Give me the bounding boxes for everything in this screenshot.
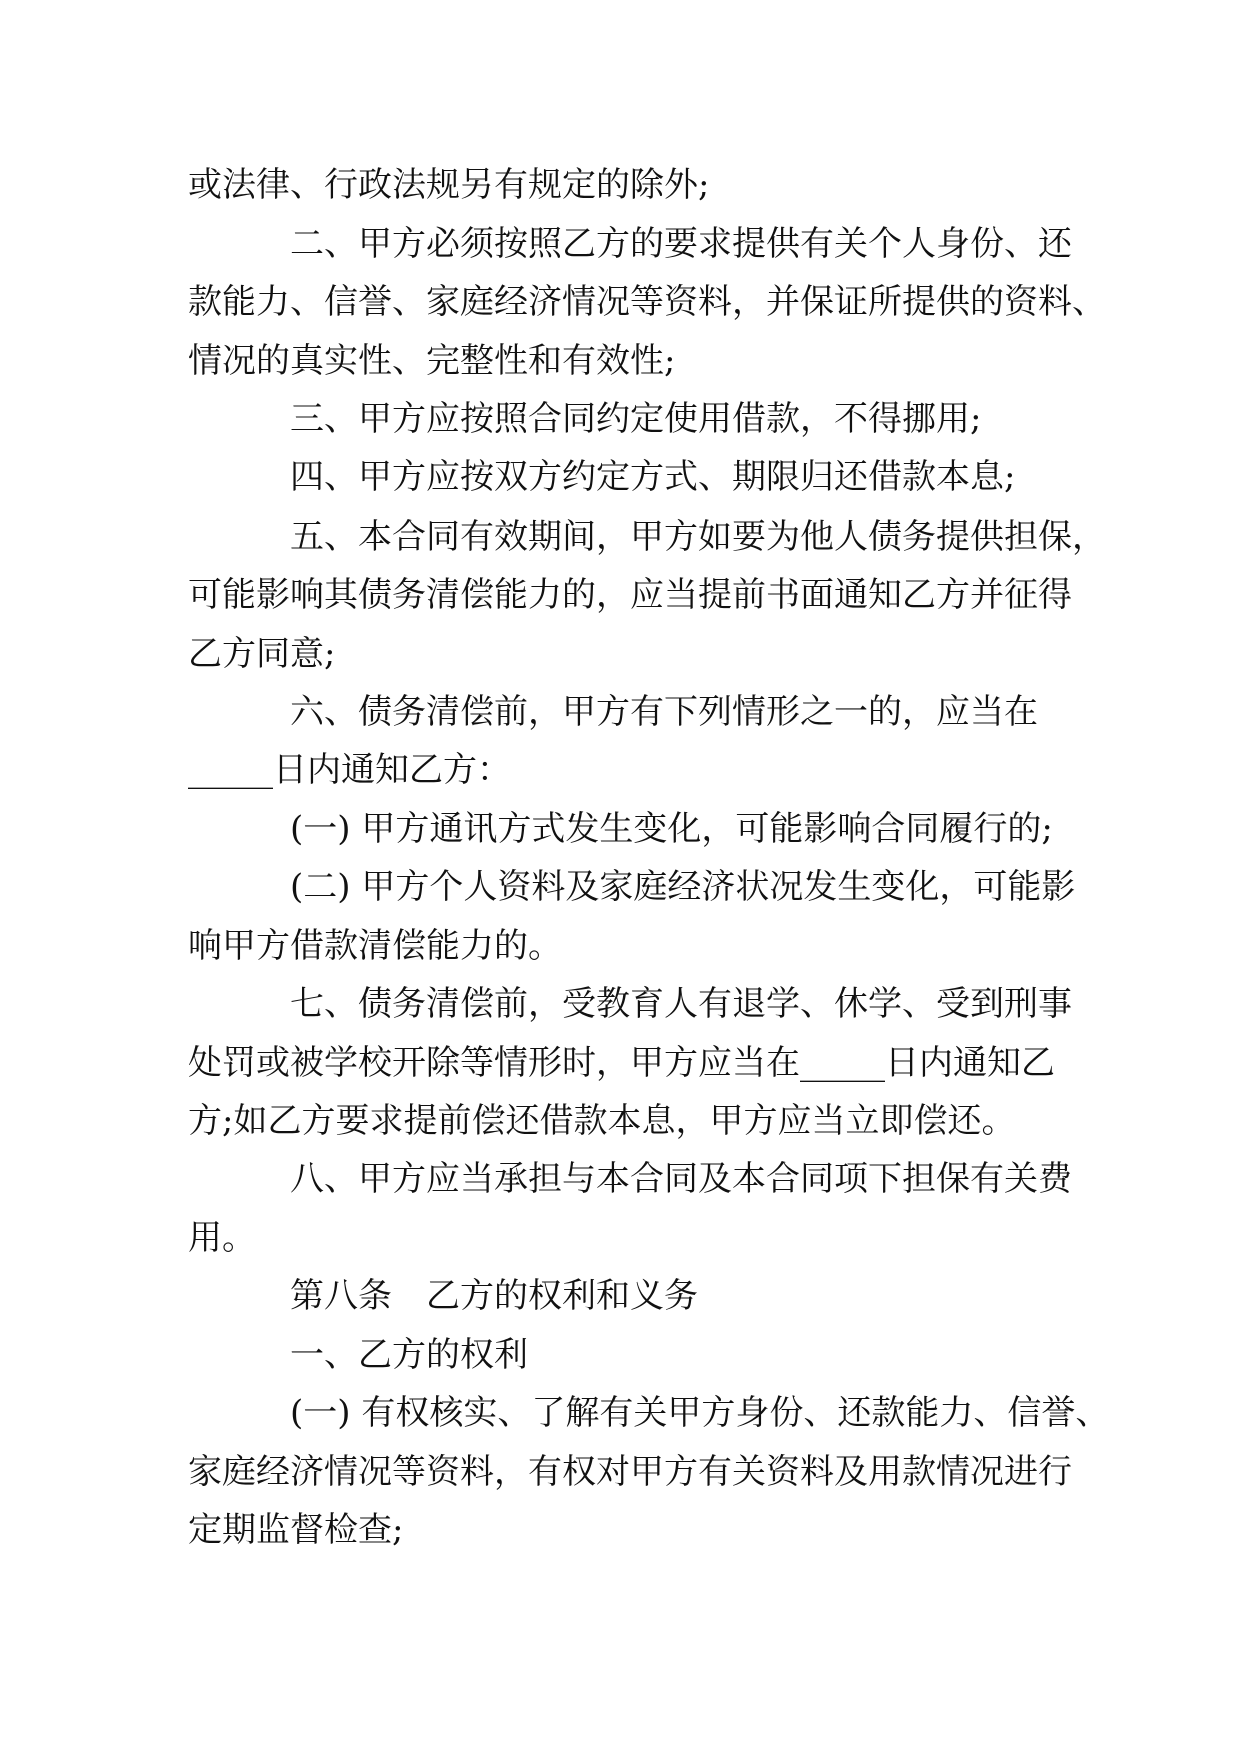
text-line-19: 用。: [188, 1218, 256, 1258]
text-line-17: 方;如乙方要求提前偿还借款本息，甲方应当立即偿还。: [188, 1101, 1016, 1141]
text-line-6: 四、甲方应按双方约定方式、期限归还借款本息;: [290, 457, 1016, 497]
text-line-10: 六、债务清偿前，甲方有下列情形之一的，应当在: [290, 692, 1038, 732]
text-line-9: 乙方同意;: [188, 634, 336, 674]
text-line-8: 可能影响其债务清偿能力的，应当提前书面通知乙方并征得: [188, 575, 1072, 615]
text-line-2: 二、甲方必须按照乙方的要求提供有关个人身份、还: [290, 224, 1072, 264]
article-heading: 第八条 乙方的权利和义务: [290, 1276, 698, 1316]
text-line-24: 定期监督检查;: [188, 1510, 404, 1550]
text-line-12: (一) 甲方通讯方式发生变化，可能影响合同履行的;: [290, 809, 1053, 849]
section-heading: 一、乙方的权利: [290, 1335, 528, 1375]
text-line-22: (一) 有权核实、了解有关甲方身份、还款能力、信誉、: [290, 1393, 1110, 1433]
text-line-18: 八、甲方应当承担与本合同及本合同项下担保有关费: [290, 1159, 1072, 1199]
text-line-13: (二) 甲方个人资料及家庭经济状况发生变化，可能影: [290, 867, 1076, 907]
text-line-23: 家庭经济情况等资料，有权对甲方有关资料及用款情况进行: [188, 1452, 1072, 1492]
text-line-14: 响甲方借款清偿能力的。: [188, 926, 562, 966]
text-line-5: 三、甲方应按照合同约定使用借款，不得挪用;: [290, 399, 982, 439]
text-line-3: 款能力、信誉、家庭经济情况等资料，并保证所提供的资料、: [188, 282, 1106, 322]
text-line-15: 七、债务清偿前，受教育人有退学、休学、受到刑事: [290, 984, 1072, 1024]
text-line-4: 情况的真实性、完整性和有效性;: [188, 341, 676, 381]
text-line-1: 或法律、行政法规另有规定的除外;: [188, 165, 710, 205]
text-line-7: 五、本合同有效期间，甲方如要为他人债务提供担保，: [290, 517, 1106, 557]
text-line-11: _____日内通知乙方：: [188, 750, 511, 790]
text-line-16: 处罚或被学校开除等情形时，甲方应当在_____日内通知乙: [188, 1043, 1055, 1083]
